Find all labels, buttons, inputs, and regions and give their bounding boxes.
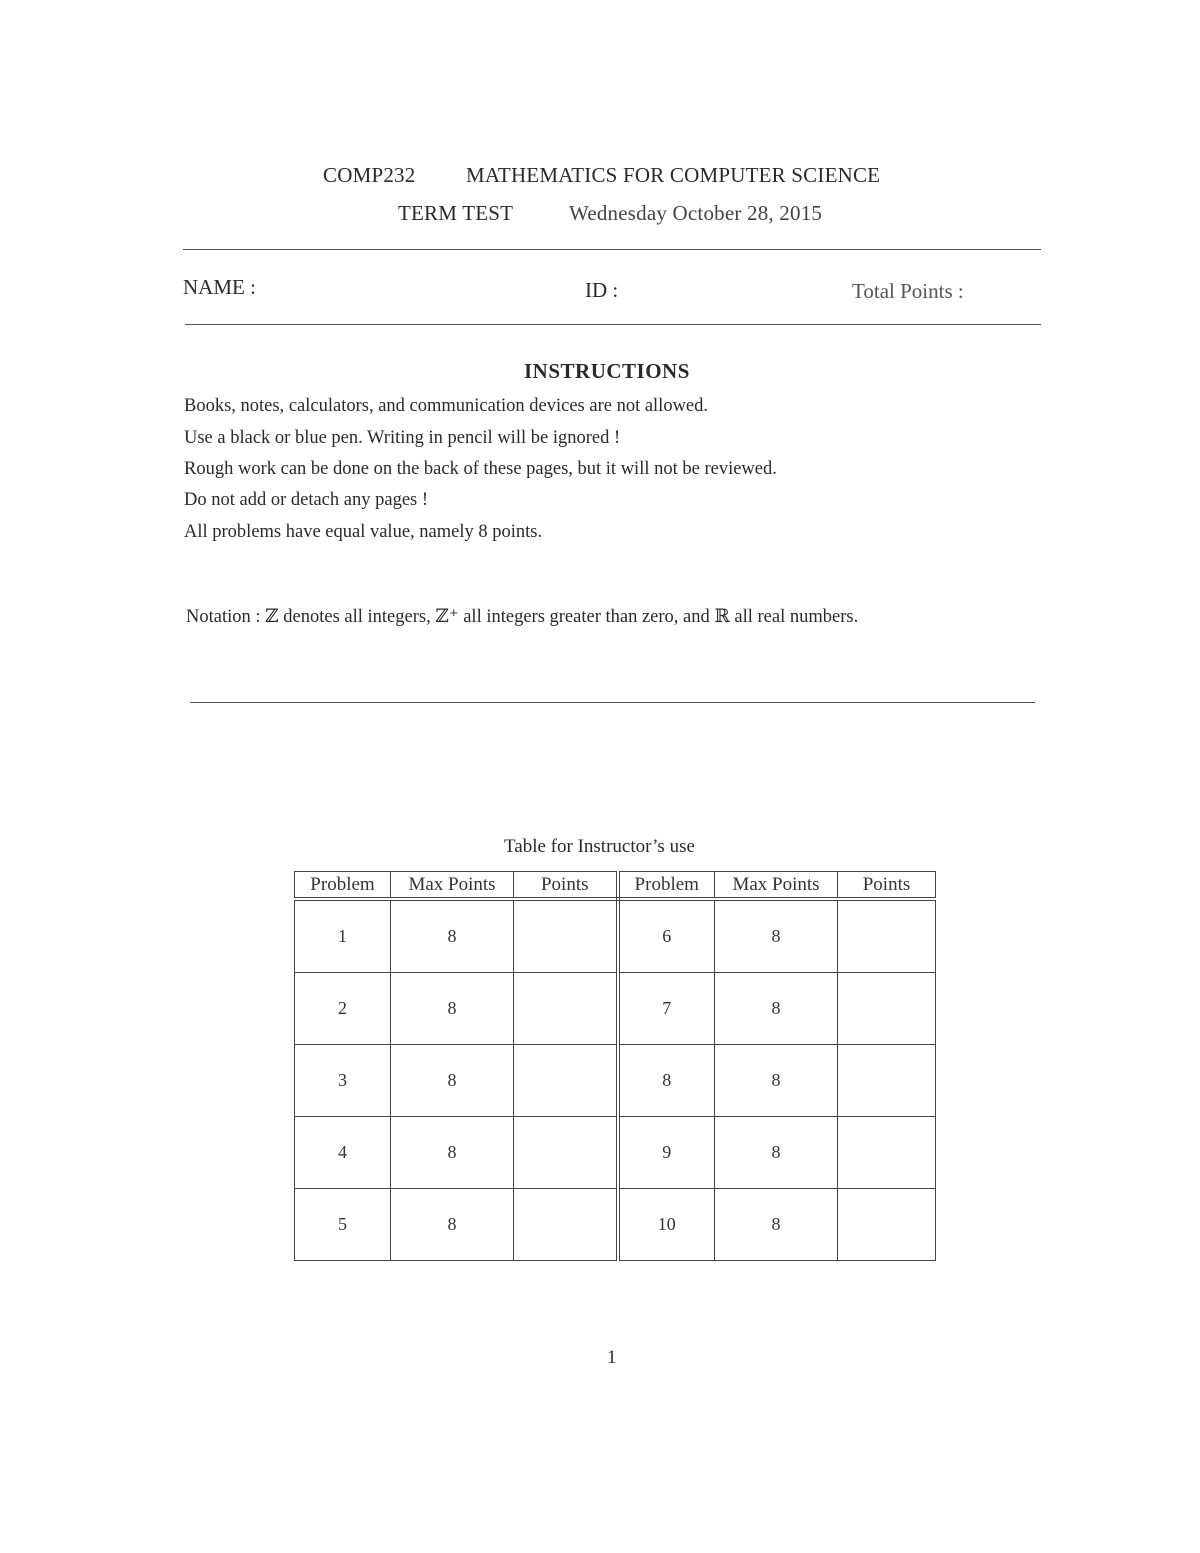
problem-number: 2	[295, 973, 391, 1045]
max-points: 8	[391, 899, 514, 973]
header-points-right: Points	[838, 872, 936, 900]
max-points: 8	[715, 1189, 838, 1261]
max-points: 8	[391, 1189, 514, 1261]
header-problem-left: Problem	[295, 872, 391, 900]
instruction-line-1: Books, notes, calculators, and communication devices are not allowed.	[184, 396, 709, 416]
instructions-title: INSTRUCTIONS	[524, 359, 690, 383]
table-row	[295, 1117, 936, 1189]
instruction-line-2: Use a black or blue pen. Writing in pencil will be ignored !	[184, 428, 621, 448]
table-row	[295, 973, 936, 1045]
id-label: ID :	[585, 278, 619, 302]
max-points: 8	[391, 973, 514, 1045]
points-cell	[514, 973, 618, 1045]
course-code: COMP232	[323, 163, 416, 187]
max-points: 8	[391, 1117, 514, 1189]
header-problem-right: Problem	[618, 872, 715, 900]
instruction-line-4: Do not add or detach any pages !	[184, 490, 429, 510]
notation-text: Notation : ℤ denotes all integers, ℤ⁺ all integers greater than zero, and ℝ all real numbers.	[186, 607, 859, 627]
instruction-line-3: Rough work can be done on the back of these pages, but it will not be reviewed.	[184, 459, 777, 479]
table-row	[295, 1045, 936, 1117]
problem-number: 5	[295, 1189, 391, 1261]
problem-number: 1	[295, 899, 391, 973]
points-cell	[514, 1117, 618, 1189]
points-cell	[838, 973, 936, 1045]
course-title: MATHEMATICS FOR COMPUTER SCIENCE	[466, 163, 881, 187]
max-points: 8	[715, 973, 838, 1045]
total-points-label: Total Points :	[852, 279, 964, 303]
problem-number: 3	[295, 1045, 391, 1117]
max-points: 8	[715, 1117, 838, 1189]
page-number: 1	[607, 1347, 617, 1368]
points-cell	[838, 1117, 936, 1189]
points-cell	[514, 1045, 618, 1117]
table-caption: Table for Instructor’s use	[504, 836, 695, 857]
instruction-line-5: All problems have equal value, namely 8 points.	[184, 522, 543, 542]
table-header-row	[295, 872, 936, 900]
header-max-points-right: Max Points	[715, 872, 838, 900]
table-row	[295, 899, 936, 973]
points-cell	[838, 1189, 936, 1261]
header-points-left: Points	[514, 872, 618, 900]
problem-number: 4	[295, 1117, 391, 1189]
problem-number: 9	[618, 1117, 715, 1189]
header-rule-bottom	[185, 324, 1041, 325]
header-rule-top	[183, 249, 1041, 250]
problem-number: 10	[618, 1189, 715, 1261]
problem-number: 7	[618, 973, 715, 1045]
table-row	[295, 1189, 936, 1261]
name-label: NAME :	[183, 275, 256, 299]
problem-number: 8	[618, 1045, 715, 1117]
points-cell	[838, 899, 936, 973]
max-points: 8	[715, 899, 838, 973]
grade-table	[294, 871, 936, 1261]
problem-number: 6	[618, 899, 715, 973]
points-cell	[838, 1045, 936, 1117]
header-max-points-left: Max Points	[391, 872, 514, 900]
section-rule	[190, 702, 1035, 703]
test-name: TERM TEST	[398, 201, 514, 225]
points-cell	[514, 1189, 618, 1261]
points-cell	[514, 899, 618, 973]
max-points: 8	[391, 1045, 514, 1117]
max-points: 8	[715, 1045, 838, 1117]
test-date: Wednesday October 28, 2015	[569, 201, 823, 225]
